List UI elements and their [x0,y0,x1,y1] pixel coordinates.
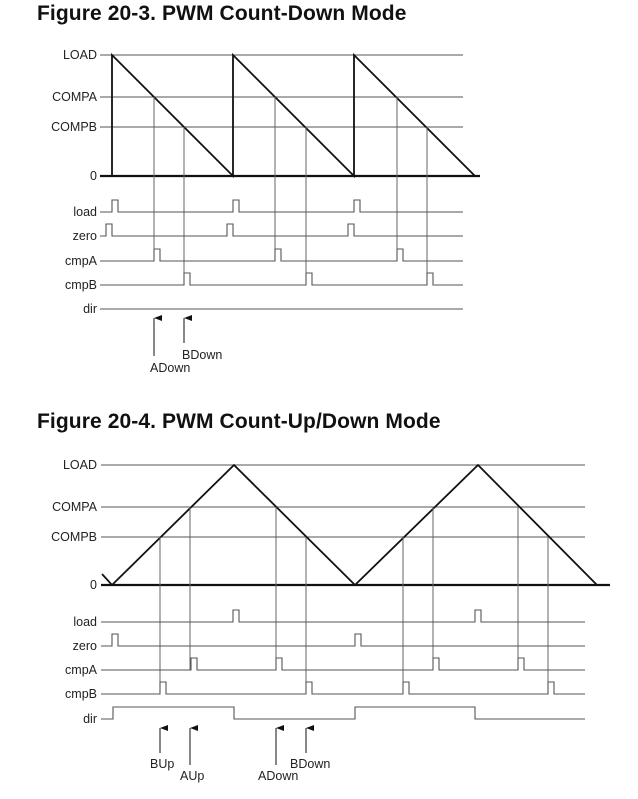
level-label-load: LOAD [62,48,97,62]
figure-20-4-diagram [51,458,610,783]
figure-20-3-diagram [51,48,480,375]
figure-20-4-title: Figure 20-4. PWM Count-Up/Down Mode [37,410,441,433]
compare-verticals [154,97,427,285]
cmpb-signal-trace [100,273,463,285]
event-label-bup: BUp [150,757,175,771]
cmpa-signal-trace [101,658,585,670]
event-label-adown: ADown [258,769,299,783]
level-label-zero: 0 [90,578,97,592]
signal-label-load: load [73,205,97,219]
cmpa-signal-trace [100,249,463,261]
level-label-load: LOAD [62,458,97,472]
signal-label-zero: zero [72,229,97,243]
level-label-compb: COMPB [51,530,97,544]
event-label-bdown: BDown [182,348,223,362]
signal-label-load: load [73,615,97,629]
level-label-compa: COMPA [52,90,97,104]
event-label-aup: AUp [180,769,205,783]
level-label-compb: COMPB [51,120,97,134]
figure-20-3-title: Figure 20-3. PWM Count-Down Mode [37,2,407,25]
signal-label-dir: dir [83,302,97,316]
event-label-bdown: BDown [290,757,331,771]
signal-label-cmpa: cmpA [65,254,97,268]
signal-label-dir: dir [83,712,97,726]
event-label-adown: ADown [150,361,191,375]
counter-waveform [112,55,475,176]
level-label-compa: COMPA [52,500,97,514]
signal-label-zero: zero [72,639,97,653]
load-signal-trace [101,610,585,622]
signal-label-cmpb: cmpB [65,278,97,292]
cmpb-signal-trace [101,682,585,694]
signal-label-cmpb: cmpB [65,687,97,701]
dir-signal-trace [101,707,585,719]
counter-waveform [102,465,597,585]
zero-signal-trace [101,634,585,646]
compare-verticals [160,507,548,694]
level-gridlines [101,465,585,537]
signal-label-cmpa: cmpA [65,663,97,677]
level-label-zero: 0 [90,169,97,183]
